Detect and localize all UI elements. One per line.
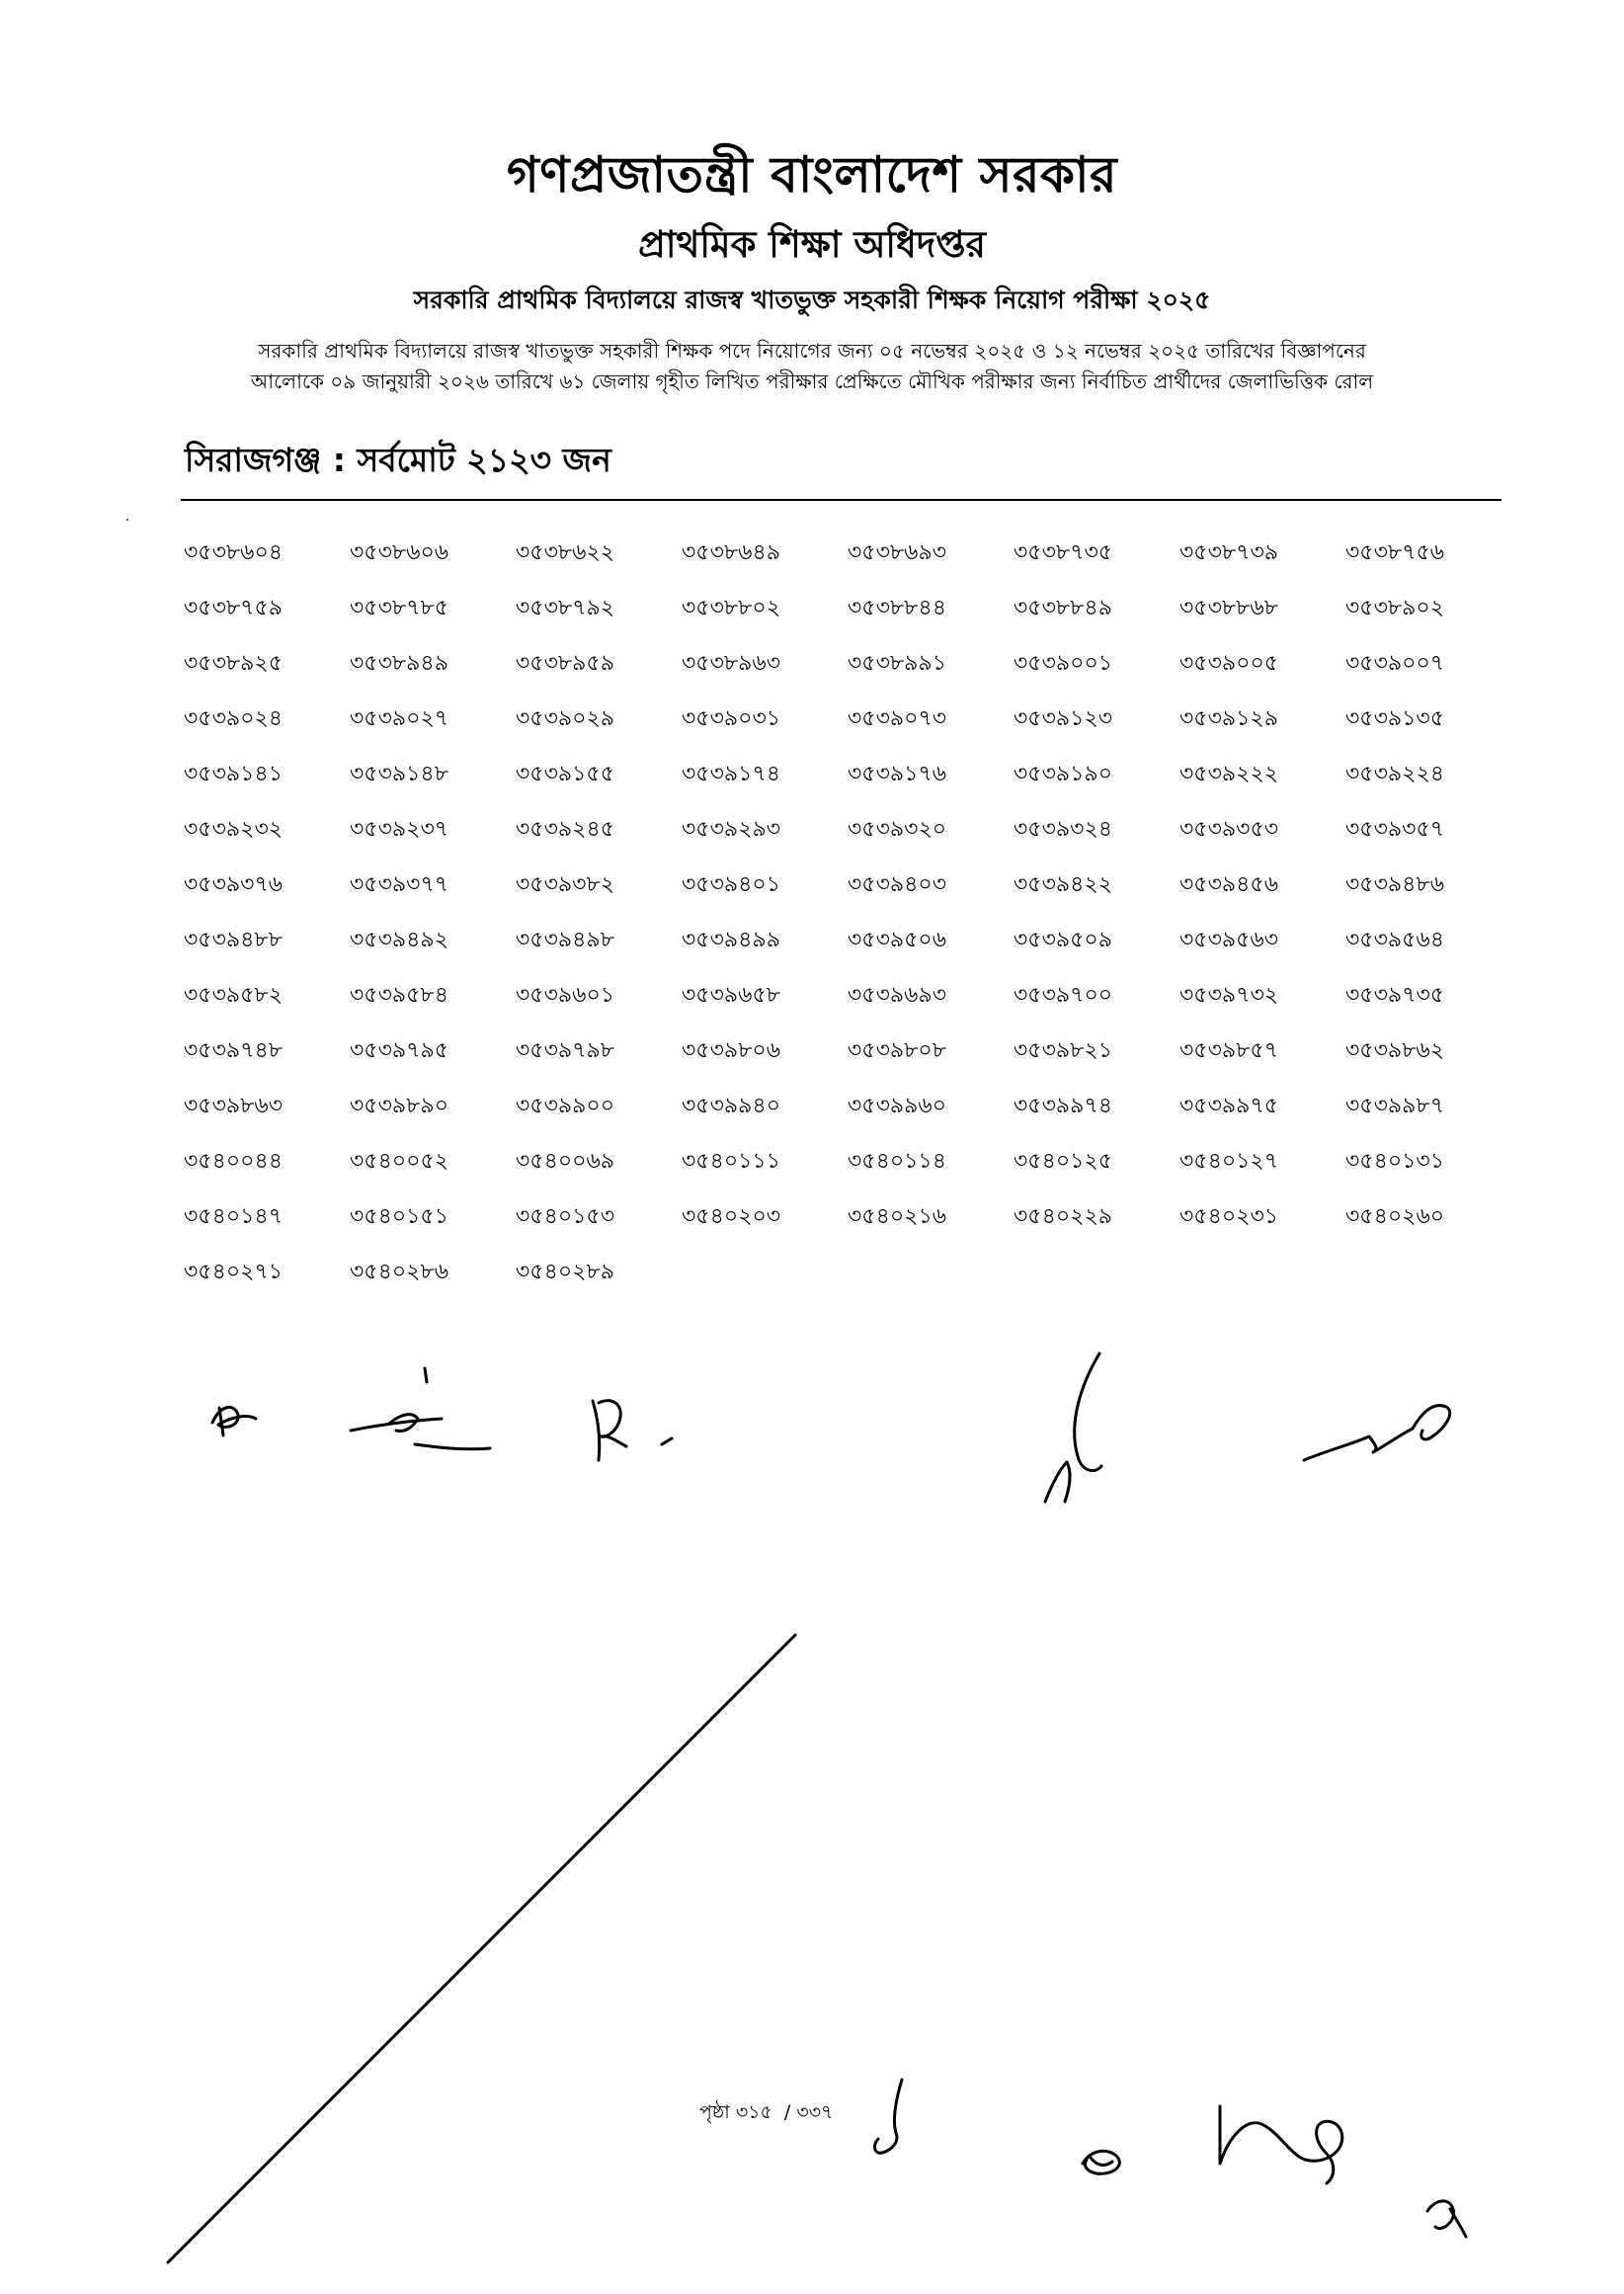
roll-number: ৩৫৩৯৪৫৬ xyxy=(1179,872,1279,897)
roll-number: ৩৫৪০০৬৯ xyxy=(516,1149,615,1174)
roll-number: ৩৫৩৯৫৬৪ xyxy=(1345,928,1445,952)
roll-number: ৩৫৪০২২৯ xyxy=(1014,1204,1113,1229)
roll-number: ৩৫৩৯৭৪৮ xyxy=(184,1038,284,1063)
roll-number: ৩৫৩৮৭৩৫ xyxy=(1014,540,1113,565)
roll-number: ৩৫৩৯৪০৩ xyxy=(848,872,947,897)
roll-number: ৩৫৩৯৫৮৪ xyxy=(350,983,448,1008)
roll-number: ৩৫৩৯২৩২ xyxy=(184,817,284,842)
department-name: প্রাথমিক শিক্ষা অধিদপ্তর xyxy=(638,223,986,266)
roll-number: ৩৫৩৯৪৮৬ xyxy=(1345,872,1445,897)
page-title: গণপ্রজাতন্ত্রী বাংলাদেশ সরকার xyxy=(507,146,1117,204)
roll-number: ৩৫৩৯৭৯৫ xyxy=(350,1038,449,1063)
notice-line-2: আলোকে ০৯ জানুয়ারী ২০২৬ তারিখে ৬১ জেলায় গৃহীত লিখিত পরীক্ষার প্রেক্ষিতে মৌখিক পরীক্ষার জন্য নির্বাচিত প্রার্থীদের জেলাভিত্তিক রোল xyxy=(250,369,1374,393)
roll-number: ৩৫৩৯০২৯ xyxy=(516,706,615,731)
roll-number: ৩৫৩৯৯৪০ xyxy=(682,1094,781,1118)
signature-4 xyxy=(1045,1353,1101,1502)
roll-number: ৩৫৩৯৬০১ xyxy=(516,983,615,1008)
roll-number: ৩৫৩৯৪২২ xyxy=(1014,872,1113,897)
roll-number: ৩৫৩৯৪৯৯ xyxy=(682,928,780,952)
signature-3 xyxy=(593,1401,672,1460)
roll-number: ৩৫৩৮৭৩৯ xyxy=(1179,540,1279,565)
roll-number: ৩৫৩৯৮৫৭ xyxy=(1179,1038,1279,1063)
roll-number: ৩৫৩৮৯৪৯ xyxy=(350,651,448,676)
notice-line-1: সরকারি প্রাথমিক বিদ্যালয়ে রাজস্ব খাতভুক্ত সহকারী শিক্ষক পদে নিয়োগের জন্য ০৫ নভেম্বর ২০২৫ ও ১২ নভেম্বর ২০২৫ তারিখের বিজ্ঞাপনের xyxy=(258,339,1366,363)
roll-number: ৩৫৩৮৭৯২ xyxy=(516,596,615,620)
signature-page-4 xyxy=(1427,2201,1466,2237)
exam-title: সরকারি প্রাথমিক বিদ্যালয়ে রাজস্ব খাতভুক্ত সহকারী শিক্ষক নিয়োগ পরীক্ষা ২০২৫ xyxy=(413,286,1211,314)
roll-number: ৩৫৩৯০২৪ xyxy=(184,706,284,731)
roll-number: ৩৫৩৯৪৯৮ xyxy=(516,928,614,952)
roll-number: ৩৫৩৯৬৫৮ xyxy=(682,983,781,1008)
roll-number: ৩৫৩৯২৪৫ xyxy=(516,817,615,842)
roll-number: ৩৫৩৯০০১ xyxy=(1014,651,1113,676)
roll-number: ৩৫৩৯৮২১ xyxy=(1014,1038,1113,1063)
signature-page-2 xyxy=(1083,2151,1119,2173)
roll-number: ৩৫৩৯৭৩৫ xyxy=(1345,983,1445,1008)
roll-number: ৩৫৩৯৩২৪ xyxy=(1014,817,1113,842)
roll-number: ৩৫৩৯৪৮৮ xyxy=(184,928,283,952)
roll-number: ৩৫৪০১৩১ xyxy=(1345,1149,1445,1174)
roll-number: ৩৫৩৯৪৯২ xyxy=(350,928,449,952)
roll-number: ৩৫৩৮৮৪৯ xyxy=(1014,596,1112,620)
roll-number: ৩৫৩৮৯০২ xyxy=(1345,596,1445,620)
signature-page-3 xyxy=(1220,2106,1342,2183)
roll-number: ৩৫৩৯৯৬০ xyxy=(848,1094,947,1118)
roll-number: ৩৫৩৯১৪১ xyxy=(184,762,283,786)
roll-number: ৩৫৩৯৩৫৭ xyxy=(1345,817,1445,842)
signature-1 xyxy=(212,1407,256,1435)
roll-number: ৩৫৩৯১৭৬ xyxy=(848,762,947,786)
roll-number: ৩৫৪০১৫১ xyxy=(350,1204,448,1229)
roll-number: ৩৫৪০১১৪ xyxy=(848,1149,946,1174)
roll-number: ৩৫৩৮৮৬৮ xyxy=(1179,596,1279,620)
roll-number: ৩৫৩৯৯৮৭ xyxy=(1345,1094,1445,1118)
roll-number: ৩৫৪০২১৬ xyxy=(848,1204,947,1229)
roll-number: ৩৫৩৯০০৫ xyxy=(1179,651,1279,676)
roll-number: ৩৫৪০০৪৪ xyxy=(184,1149,284,1174)
roll-number: ৩৫৩৯৯৭৪ xyxy=(1014,1094,1113,1118)
roll-number: ৩৫৪০১৪৭ xyxy=(184,1204,284,1229)
roll-number: ৩৫৩৯৯৭৫ xyxy=(1179,1094,1279,1118)
signature-page-1 xyxy=(875,2080,902,2153)
roll-number: ৩৫৩৮৯৫৯ xyxy=(516,651,614,676)
roll-number: ৩৫৩৮৬০৬ xyxy=(350,540,449,565)
roll-number: ৩৫৩৯৭৩২ xyxy=(1179,983,1279,1008)
roll-number: ৩৫৩৮৬০৪ xyxy=(184,540,284,565)
roll-number: ৩৫৩৯৫০৬ xyxy=(848,928,947,952)
roll-number: ৩৫৩৮৭৫৬ xyxy=(1345,540,1445,565)
roll-number: ৩৫৪০২৬০ xyxy=(1345,1204,1445,1229)
roll-number: ৩৫৩৯১৯০ xyxy=(1014,762,1113,786)
roll-number: ৩৫৩৮৮০২ xyxy=(682,596,781,620)
roll-number: ৩৫৩৮৯২৫ xyxy=(184,651,284,676)
roll-number: ৩৫৩৮৬২২ xyxy=(516,540,615,565)
roll-number: ৩৫৩৯০০৭ xyxy=(1345,651,1445,676)
roll-number: ৩৫৪০১২৭ xyxy=(1179,1149,1279,1174)
roll-number: ৩৫৩৯০৩১ xyxy=(682,706,781,731)
roll-number: ৩৫৩৯৩২০ xyxy=(848,817,947,842)
roll-number: ৩৫৪০১১১ xyxy=(682,1149,780,1174)
roll-number: ৩৫৩৯১২৩ xyxy=(1014,706,1113,731)
roll-number: ৩৫৩৯১২৯ xyxy=(1179,706,1279,731)
roll-number: ৩৫৩৯১৭৪ xyxy=(682,762,781,786)
roll-number: ৩৫৩৯৩৮২ xyxy=(516,872,615,897)
roll-number: ৩৫৩৯৮৯০ xyxy=(350,1094,449,1118)
roll-number: ৩৫৪০২৮৯ xyxy=(516,1260,615,1284)
roll-number: ৩৫৩৯১৩৫ xyxy=(1345,706,1445,731)
roll-number: ৩৫৩৯৭৯৮ xyxy=(516,1038,615,1063)
signature-2 xyxy=(351,1368,490,1449)
roll-number: ৩৫৩৮৬৪৯ xyxy=(682,540,781,565)
roll-number: ৩৫৪০১২৫ xyxy=(1014,1149,1113,1174)
roll-number: ৩৫৪০২০৩ xyxy=(682,1204,781,1229)
roll-number: ৩৫৩৯৫৮২ xyxy=(184,983,284,1008)
roll-number: ৩৫৩৯৯০০ xyxy=(516,1094,615,1118)
roll-number: ৩৫৩৯৪০১ xyxy=(682,872,781,897)
roll-number: ৩৫৩৯২২২ xyxy=(1179,762,1279,786)
roll-number: ৩৫৪০০৫২ xyxy=(350,1149,449,1174)
district-heading: সিরাজগঞ্জ : সর্বমোট ২১২৩ জন xyxy=(185,441,611,479)
roll-number: ৩৫৩৯৮০৬ xyxy=(682,1038,781,1063)
roll-number: ৩৫৩৯৫০৯ xyxy=(1014,928,1113,952)
roll-number: ৩৫৪০২৩১ xyxy=(1179,1204,1279,1229)
roll-number: ৩৫৩৯৬৯৩ xyxy=(848,983,947,1008)
roll-number: ৩৫৩৯২৩৭ xyxy=(350,817,449,842)
roll-number: ৩৫৩৯০৭৩ xyxy=(848,706,947,731)
roll-number: ৩৫৩৯৮৬৩ xyxy=(184,1094,284,1118)
roll-number: ৩৫৪০২৭১ xyxy=(184,1260,284,1284)
roll-number: ৩৫৩৯৩৭৬ xyxy=(184,872,284,897)
roll-number: ৩৫৩৯২২৪ xyxy=(1345,762,1445,786)
roll-number: ৩৫৩৯৫৬৩ xyxy=(1179,928,1279,952)
roll-number: ৩৫৩৮৮৪৪ xyxy=(848,596,946,620)
roll-number: ৩৫৩৮৬৯৩ xyxy=(848,540,947,565)
roll-number: ৩৫৩৮৭৮৫ xyxy=(350,596,449,620)
roll-number: ৩৫৩৮৭৫৯ xyxy=(184,596,284,620)
page-label: পৃষ্ঠা ৩১৫ xyxy=(699,2101,772,2123)
diagonal-strike-line xyxy=(168,1635,795,2262)
roll-number: ৩৫৩৯৭০০ xyxy=(1014,983,1113,1008)
roll-number: ৩৫৩৯৮০৮ xyxy=(848,1038,947,1063)
roll-number: ৩৫৩৮৯৯১ xyxy=(848,651,946,676)
roll-number: ৩৫৩৯২৯৩ xyxy=(682,817,781,842)
roll-number: ৩৫৩৯১৪৮ xyxy=(350,762,448,786)
roll-number: ৩৫৩৯৩৭৭ xyxy=(350,872,449,897)
roll-number: ৩৫৩৯৮৬২ xyxy=(1345,1038,1445,1063)
roll-number: ৩৫৪০১৫৩ xyxy=(516,1204,615,1229)
roll-number: ৩৫৩৯১৫৫ xyxy=(516,762,614,786)
roll-number: ৩৫৪০২৮৬ xyxy=(350,1260,449,1284)
page-total: / ৩৩৭ xyxy=(783,2101,834,2123)
signature-5 xyxy=(1304,1406,1450,1460)
roll-number: ৩৫৩৯০২৭ xyxy=(350,706,449,731)
roll-number: ৩৫৩৯৩৫৩ xyxy=(1179,817,1279,842)
roll-number: ৩৫৩৮৯৬৩ xyxy=(682,651,781,676)
